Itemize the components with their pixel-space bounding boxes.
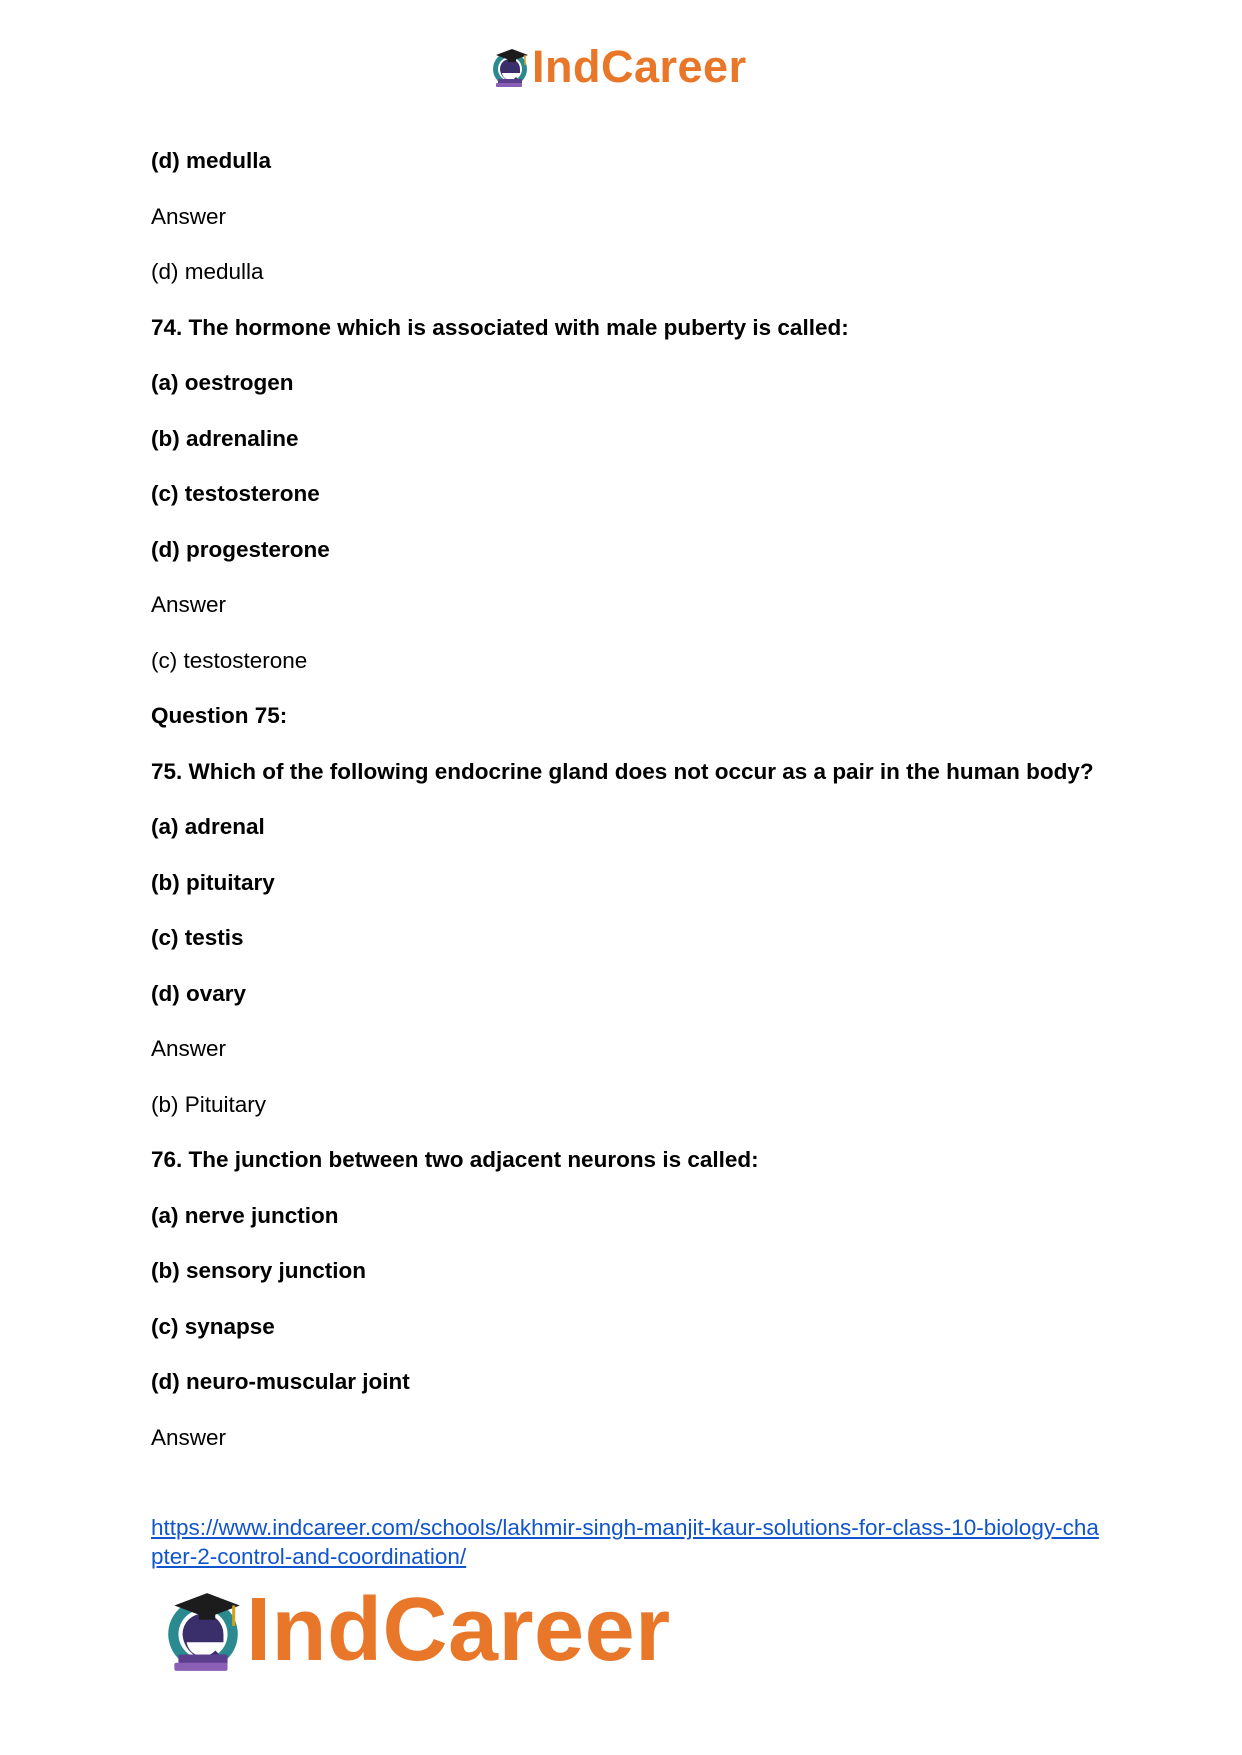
question-line: (d) ovary: [151, 980, 247, 1006]
document-body: [151, 146, 1101, 1478]
answer-line: (b) Pituitary: [151, 1091, 267, 1117]
question-line: (c) testis: [151, 925, 244, 950]
footer-logo-text: IndCareer: [246, 1580, 671, 1680]
answer-line: Answer: [151, 1036, 227, 1061]
question-line: 76. The junction between two adjacent neurons is called:: [151, 1147, 759, 1172]
question-line: (c) testosterone: [151, 481, 320, 506]
question-line: (b) sensory junction: [151, 1258, 367, 1283]
footer-logo: [162, 1580, 671, 1680]
question-line: (d) neuro-muscular joint: [151, 1369, 410, 1394]
graduation-globe-icon: [490, 45, 530, 89]
answer-line: Answer: [151, 592, 227, 617]
question-line: (d) progesterone: [151, 536, 330, 562]
answer-line: Answer: [151, 1424, 227, 1450]
source-link[interactable]: https://www.indcareer.com/schools/lakhmir-singh-manjit-kaur-solutions-for-class-10-biology-chapter-2-control-and-coordination/: [151, 1515, 1099, 1569]
answer-line: Answer: [151, 203, 227, 229]
question-line: 74. The hormone which is associated with male puberty is called:: [151, 314, 849, 340]
header-logo: [490, 42, 747, 92]
answer-line: (c) testosterone: [151, 647, 308, 673]
question-line: 75. Which of the following endocrine gland does not occur as a pair in the human body?: [151, 758, 1094, 784]
question-line: (a) nerve junction: [151, 1202, 339, 1228]
graduation-globe-icon: [162, 1585, 244, 1675]
question-line: (c) synapse: [151, 1313, 275, 1339]
question-line: (b) adrenaline: [151, 425, 299, 451]
question-line: (a) oestrogen: [151, 370, 294, 395]
answer-line: (d) medulla: [151, 259, 264, 284]
question-line: (b) pituitary: [151, 869, 275, 895]
question-line: (a) adrenal: [151, 814, 265, 839]
header-logo-text: IndCareer: [532, 41, 747, 92]
question-line: Question 75:: [151, 703, 288, 728]
question-line: (d) medulla: [151, 148, 272, 173]
